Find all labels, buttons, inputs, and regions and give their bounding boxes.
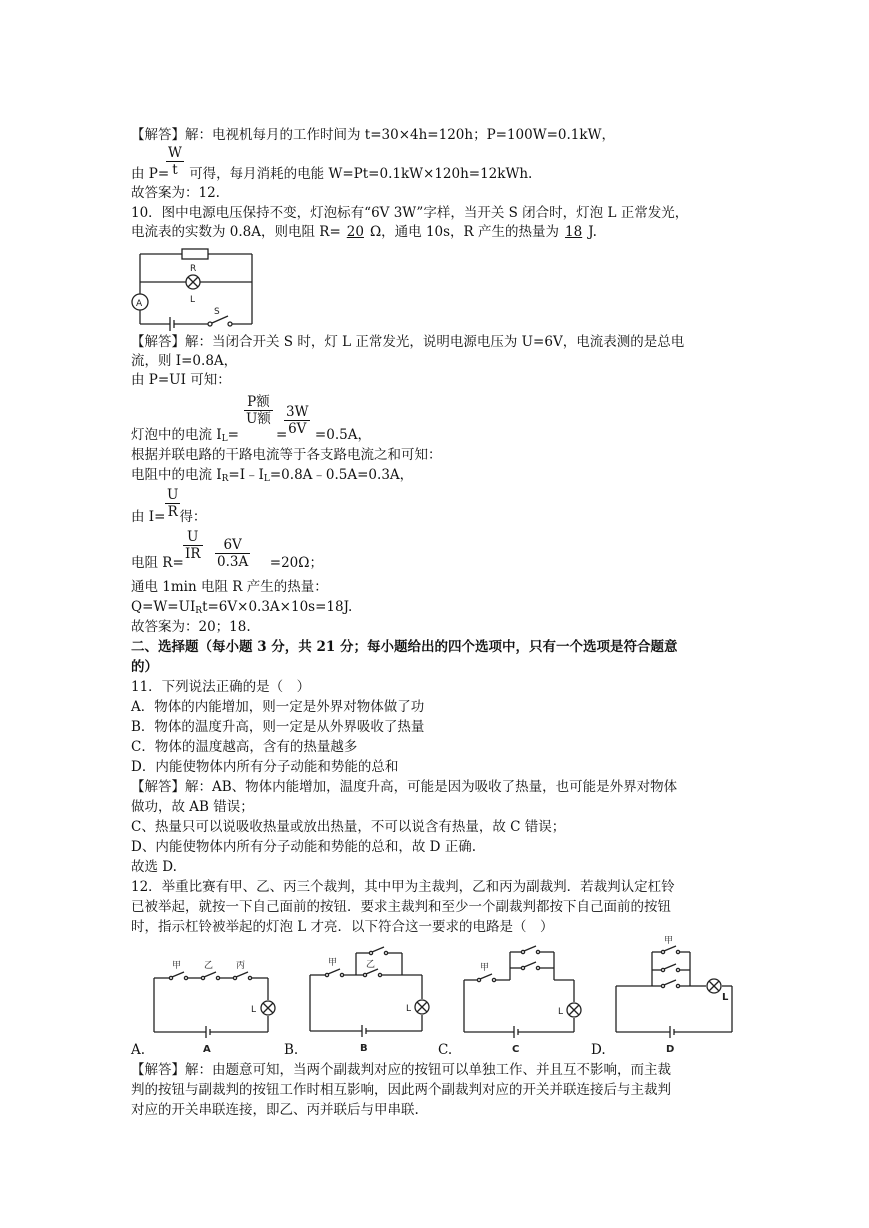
q9-fraction-w-over-t: $\frac{W}{t}$ xyxy=(168,145,182,178)
svg-text:R: R xyxy=(190,264,197,274)
q11-answer-line1: 【解答】解：AB、物体内能增加，温度升高，可能是因为吸收了热量，也可能是外界对物体 xyxy=(131,779,678,795)
q10-answer-line1: 【解答】解：当闭合开关 S 时，灯 L 正常发光，说明电源电压为 U=6V，电流表测的是总电 xyxy=(131,334,685,350)
svg-text:甲: 甲 xyxy=(480,963,490,973)
svg-text:B: B xyxy=(360,1043,368,1054)
svg-text:甲: 甲 xyxy=(664,936,674,946)
svg-text:乙: 乙 xyxy=(204,961,214,971)
svg-text:L: L xyxy=(190,295,196,305)
q9-answer-line1: 【解答】解：电视机每月的工作时间为 t=30×4h=120h；P=100W=0.1kW， xyxy=(131,127,615,143)
q11-option-d: D．内能使物体内所有分子动能和势能的总和 xyxy=(131,759,399,775)
svg-text:S: S xyxy=(214,307,220,317)
q11-stem: 11．下列说法正确的是（ ） xyxy=(131,679,311,695)
q12-circuit-d xyxy=(612,936,740,1056)
svg-text:D: D xyxy=(666,1044,675,1055)
q10-answer-line11: 故答案为：20；18. xyxy=(131,619,251,635)
q12-option-d-label: D. xyxy=(591,1042,606,1058)
q10-blank-heat: 18 xyxy=(565,224,583,240)
q10-answer-line7: 由 I= 得： xyxy=(131,509,207,525)
q10-stem-line1: 10．图中电源电压保持不变，灯泡标有“6V 3W”字样，当开关 S 闭合时，灯泡 L 正常发光， xyxy=(131,205,689,221)
q12-circuit-c xyxy=(460,940,586,1056)
q11-answer-line2: 做功，故 AB 错误； xyxy=(131,799,254,815)
q12-stem-line2: 已被举起，就按一下自己面前的按钮．要求主裁判和至少一个副裁判都按下自己面前的按钮 xyxy=(131,899,671,915)
q12-option-a-label: A. xyxy=(131,1042,146,1058)
svg-text:C: C xyxy=(512,1044,520,1055)
q11-option-c: C．物体的温度越高，含有的热量越多 xyxy=(131,739,358,755)
q10-answer-line3: 由 P=UI 可知： xyxy=(131,372,231,388)
q10-answer-line5: 根据并联电路的干路电流等于各支路电流之和可知： xyxy=(131,447,442,463)
q11-option-b: B．物体的温度升高，则一定是从外界吸收了热量 xyxy=(131,719,425,735)
q10-answer-line6: 电阻中的电流 $I_R=I﹣I_L=0.8A﹣0.5A=0.3A$， xyxy=(131,467,414,484)
q10-fraction-6v-over-0-3a: $\frac{6V}{0.3A}$ xyxy=(217,537,249,570)
svg-text:甲: 甲 xyxy=(328,958,338,968)
q10-answer-line4: 灯泡中的电流 $I_L= =0.5A$， xyxy=(131,427,371,444)
q12-answer-line1: 【解答】解：由题意可知，当两个副裁判对应的按钮可以单独工作、并且互不影响，而主裁 xyxy=(131,1062,671,1078)
q12-answer-line2: 判的按钮与副裁判的按钮工作时相互影响，因此两个副裁判对应的开关并联连接后与主裁判 xyxy=(131,1082,671,1098)
q12-option-c-label: C. xyxy=(438,1042,453,1058)
q10-answer-line2: 流，则 I=0.8A， xyxy=(131,353,238,369)
q12-answer-line3: 对应的开关串联连接，即乙、丙并联后与甲串联. xyxy=(131,1102,419,1118)
q10-answer-line9: 通电 1min 电阻 R 产生的热量： xyxy=(131,579,328,595)
q10-circuit-diagram xyxy=(130,244,260,332)
svg-text:L: L xyxy=(406,1004,412,1014)
section2-heading-line2: 的） xyxy=(131,659,158,675)
q10-fraction-u-over-r: $\frac{U}{R}$ xyxy=(167,487,179,520)
svg-text:丙: 丙 xyxy=(236,961,246,971)
q11-answer-line3: C、热量只可以说吸收热量或放出热量，不可以说含有热量，故 C 错误； xyxy=(131,819,566,835)
q10-fraction-p-over-u: P额 U额 xyxy=(246,394,271,427)
q12-stem-line3: 时，指示杠铃被举起的灯泡 L 才亮．以下符合这一要求的电路是（ ） xyxy=(131,919,554,935)
q10-stem-line2: 电流表的实数为 0.8A，则电阻 R= 20 Ω，通电 10s，R 产生的热量为 18 J. xyxy=(131,224,597,240)
q9-answer-line3: 故答案为：12. xyxy=(131,185,220,201)
q10-answer-line10: $Q=W=UI_Rt=6V\times 0.3A\times 10s=18J$. xyxy=(131,599,353,616)
svg-text:L: L xyxy=(251,1005,257,1015)
q12-stem-line1: 12．举重比赛有甲、乙、丙三个裁判，其中甲为主裁判，乙和丙为副裁判．若裁判认定杠铃 xyxy=(131,879,675,895)
q11-option-a: A．物体的内能增加，则一定是外界对物体做了功 xyxy=(131,699,425,715)
q12-circuit-a xyxy=(150,958,280,1056)
q10-fraction-3w-over-6v: $\frac{3W}{6V}$ xyxy=(286,404,309,437)
q11-answer-line4: D、内能使物体内所有分子动能和势能的总和，故 D 正确. xyxy=(131,839,477,855)
q12-option-b-label: B. xyxy=(284,1042,299,1058)
svg-text:L: L xyxy=(722,992,729,1003)
q9-answer-line2: 由 P= 可得，每月消耗的电能 W=Pt=0.1kW×120h=12kWh. xyxy=(131,166,533,182)
svg-text:甲: 甲 xyxy=(172,961,182,971)
svg-text:A: A xyxy=(136,299,143,309)
q11-answer-line5: 故选 D. xyxy=(131,859,177,875)
svg-text:A: A xyxy=(203,1044,211,1055)
q10-fraction-u-over-ir: $\frac{U}{IR}$ xyxy=(185,529,201,562)
q10-equals-sign-1: = xyxy=(276,427,288,443)
section2-heading-line1: 二、选择题（每小题 3 分，共 21 分；每小题给出的四个选项中，只有一个选项是符合题意 xyxy=(131,639,678,655)
svg-text:乙: 乙 xyxy=(366,960,376,970)
q12-circuit-b xyxy=(306,945,434,1056)
q10-blank-resistance: 20 xyxy=(346,224,364,240)
svg-text:L: L xyxy=(558,1007,564,1017)
q10-answer-line8: 电阻 R= =20Ω； xyxy=(131,555,323,571)
